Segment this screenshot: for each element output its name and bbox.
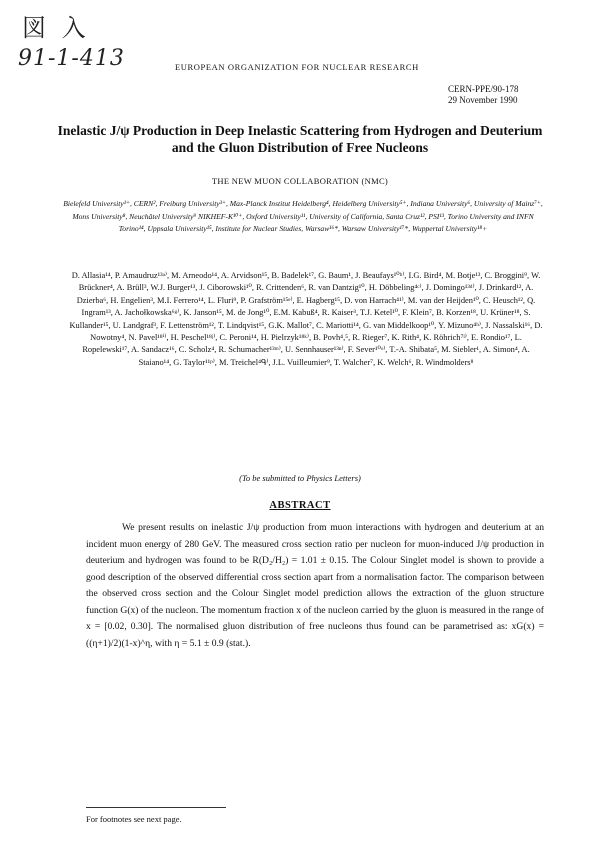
organization-name: EUROPEAN ORGANIZATION FOR NUCLEAR RESEARCH <box>175 62 419 72</box>
abstract-text: We present results on inelastic J/ψ production from muon interactions with hydrogen and deuterium at an incident muon energy of 280 GeV. The measured cross section ratio per nucleon for muon-induced J/ψ production in deuterium and hydrogen was found to be R(D₂/H₂) = 1.01 ± 0.15. The Colour Singlet model is shown to provide a good description of the observed differential cross section apart from a normalisation factor. The comparison between the observed cross section and the Colour Singlet model prediction allows the extraction of the gluon structure function G(x) of the nucleon. The momentum fraction x of the nucleon carried by the gluon is measured in the range of x = [0.02, 0.30]. The normalised gluon distribution of free nucleons thus found can be parametrised as: xG(x) = ((η+1)/2)(1-x)^η, with η = 5.1 ± 0.9 (stat.). <box>86 522 544 649</box>
stamp-text: 図 入 <box>22 14 90 42</box>
report-date: 29 November 1990 <box>448 95 518 105</box>
institution-list: Bielefeld University¹⁺, CERN², Freiburg University³⁺, Max-Planck Institut Heidelberg⁴, Heidelberg University⁵⁺, Indiana University⁶, University of Mainz⁷⁺, Mons University⁸, Neuchâtel University⁹ NIKHEF-K¹⁰⁺, Oxford University¹¹, University of California, Santa Cruz¹², PSI¹³, Torino University and INFN Torino¹⁴, Uppsala University¹⁵, Institute for Nuclear Studies, Warsaw¹⁶*, Warsaw University¹⁷*, Wuppertal University¹⁸+ <box>63 199 543 233</box>
author-list: D. Allasia¹⁴, P. Amaudruz¹³ᵃ⁾, M. Arneodo¹⁴, A. Arvidson¹⁵, B. Badelek¹⁷, G. Baum¹, J. Beaufays¹⁰ᵇ⁾, I.G. Bird⁴, M. Botje¹³, C. Broggini⁹, W. Brückner⁴, A. Brüll³, W.J. Burger¹³, J. Ciborowski¹⁰, R. Crittenden⁶, R. van Dantzig¹⁰, H. Döbbeling⁴ᶜ⁾, J. Domingo¹³ᵈ⁾, J. Drinkard¹², A. Dzierba⁶, H. Engelien³, M.I. Ferrero¹⁴, L. Fluri⁹, P. Grafström¹⁵ᵉ⁾, E. Hagberg¹⁵, D. von Harrach⁴¹⁾, M. van der Heijden¹⁰, C. Heusch¹², Q. Ingram¹³, A. Jachołkowska⁶ᵍ⁾, K. Janson¹⁵, M. de Jong¹⁰, E.M. Kabuß⁴, R. Kaiser³, T.J. Ketel¹⁰, F. Klein⁷, B. Korzen¹⁸, U. Krüner¹⁸, S. Kullander¹⁵, U. Landgraf³, F. Lettenström¹², T. Lindqvist¹⁵, G.K. Mallot⁷, C. Mariotti¹⁴, G. van Middelkoop¹⁰, Y. Mizuno⁴ʰ⁾, J. Nassalski¹⁶, D. Nowotny⁴, N. Pavel¹⁸ⁱ⁾, H. Peschel¹⁸ʲ⁾, C. Peroni¹⁴, H. Pielrzyk¹⁸ᵏ⁾, B. Povh⁴,⁵, R. Rieger⁷, K. Rith⁴, K. Röhrich⁷ˡ⁾, E. Rondio¹⁷, L. Ropelewski¹⁷, A. Sandacz¹⁶, C. Scholz⁴, R. Schumacher¹³ᵐ⁾, U. Sennhauser¹³ⁿ⁾, F. Sever¹⁰ᵒ⁾, T.-A. Shibata⁵, M. Siebler¹, A. Simon⁴, A. Staiano¹⁴, G. Taylor¹¹ᵖ⁾, M. Treichel⁴ᑫ⁾, J.L. Vuilleumier⁹, T. Walcher⁷, K. Welch⁶, R. Windmolders⁸ <box>69 271 543 367</box>
report-number: CERN-PPE/90-178 <box>448 84 519 94</box>
collaboration-name: THE NEW MUON COLLABORATION (NMC) <box>211 176 389 186</box>
submission-note: (To be submitted to Physics Letters) <box>239 473 361 483</box>
footnote-divider <box>86 807 226 808</box>
abstract-heading: ABSTRACT <box>269 500 331 511</box>
footnote-text: For footnotes see next page. <box>86 814 182 824</box>
report-reference <box>448 84 519 106</box>
stamp-number: 91-1-413 <box>18 46 125 71</box>
library-stamp <box>14 6 138 86</box>
paper-title: Inelastic J/ψ Production in Deep Inelastic Scattering from Hydrogen and Deuterium and the Gluon Distribution of Free Nucleons <box>57 123 543 155</box>
